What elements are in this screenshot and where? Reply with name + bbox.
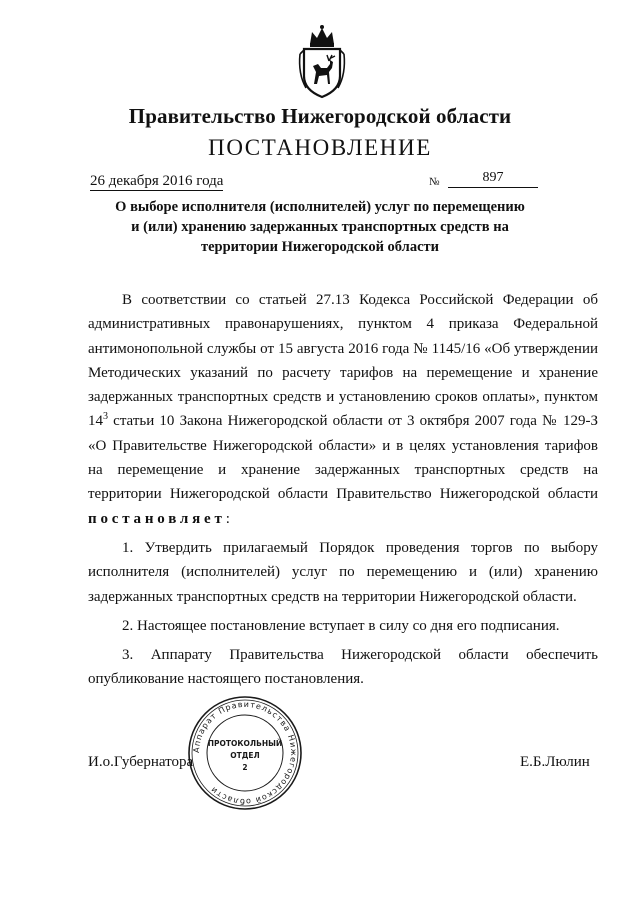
org-title: Правительство Нижегородской области [128, 104, 512, 128]
document-subject [90, 197, 550, 257]
document-date: 26 декабря 2016 года [90, 173, 224, 189]
signer-name: Е.Б.Люлин [520, 754, 590, 770]
preamble-text-2: статьи 10 Закона Нижегородской области от 3 октября 2007 года № 129-З «О Правительстве Нижегородской области» и в целях установления тарифов на перемещение и хранение задержанных транспортных средств на территории Нижегородской области Правительство Нижегородской области [88, 413, 598, 503]
clause-3: 3. Аппарату Правительства Нижегородской области обеспечить опубликование настоящего постановления. [88, 647, 598, 688]
subject-line: и (или) хранению задержанных транспортных средств на [131, 219, 509, 235]
document-body [88, 288, 598, 692]
coat-of-arms-icon [296, 24, 348, 100]
seal-center-line-1: ПРОТОКОЛЬНЫЙ [207, 739, 283, 748]
clause-2: 2. Настоящее постановление вступает в силу со дня его подписания. [122, 617, 560, 634]
seal-center-line-2: ОТДЕЛ [230, 751, 260, 760]
preamble-paragraph [88, 288, 598, 531]
preamble-end: : [225, 510, 230, 527]
subject-line: О выборе исполнителя (исполнителей) услуг по перемещению [115, 199, 525, 215]
clause-1: 1. Утвердить прилагаемый Порядок проведения торгов по выбору исполнителя (исполнителей) услуг по перемещению и (или) хранению задержанных транспортных средств на территории Нижегородской области. [88, 539, 598, 605]
preamble-text-1: В соответствии со статьей 27.13 Кодекса Российской Федерации об административных правонарушениях, пунктом 4 приказа Федеральной антимонопольной службы от 15 августа 2016 года № 1145/16 «Об утверждении Методических указаний по расчету тарифов на перемещение и хранение задержанных транспортных средств и установлению сроков оплаты», пунктом 14 [88, 292, 598, 430]
document-number: 897 [448, 169, 538, 188]
subject-line: территории Нижегородской области [201, 239, 439, 255]
footnote-superscript: 3 [103, 411, 108, 423]
document-type: ПОСТАНОВЛЕНИЕ [208, 135, 432, 160]
signer-title: И.о.Губернатора [88, 754, 194, 770]
seal-center-line-3: 2 [242, 763, 248, 772]
number-sign: № [429, 176, 440, 188]
seal-ring-text: Аппарат Правительства Нижегородской области [191, 699, 299, 807]
resolves-word: постановляет [88, 510, 226, 527]
round-seal-icon [186, 694, 304, 812]
